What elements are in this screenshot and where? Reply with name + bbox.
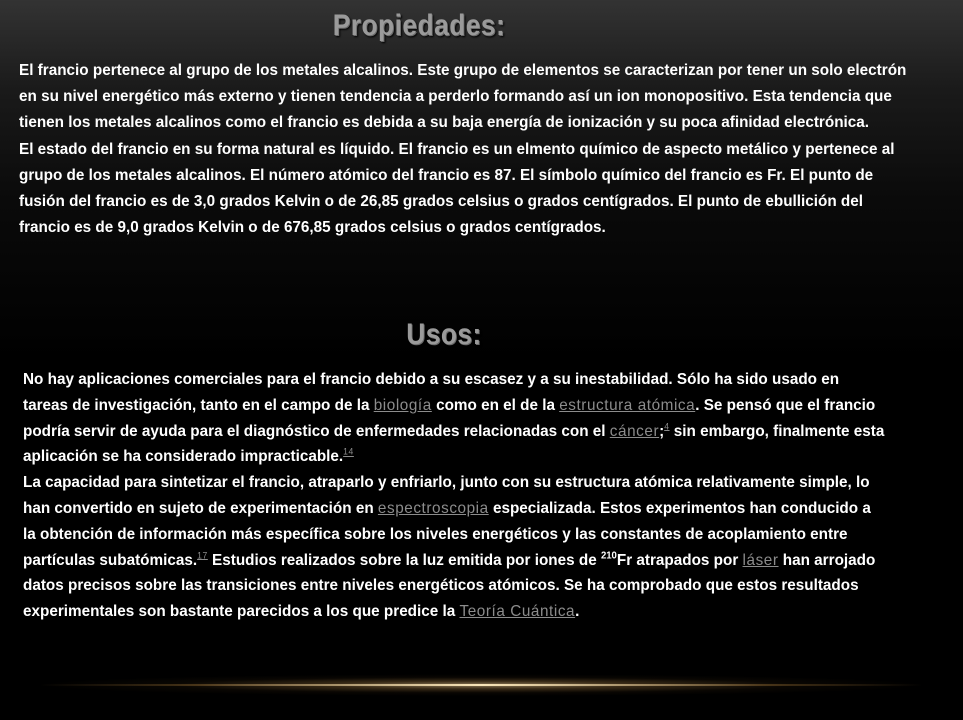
link-laser[interactable]: láser: [742, 551, 779, 569]
divider-line: [40, 684, 923, 686]
heading-usos: Usos:: [406, 318, 482, 351]
link-biologia[interactable]: biología: [373, 396, 432, 414]
uses-text-segment: Estudios realizados sobre la luz emitida por iones de: [207, 551, 601, 569]
uses-paragraph-2: [23, 470, 887, 625]
uses-text-segment: No hay aplicaciones comerciales para el francio debido a su escasez y a su inestabilidad. Sólo ha sido usado en tareas de investigación, tanto en el campo de la: [23, 371, 840, 414]
uses-text-segment: ;: [659, 422, 665, 440]
reference-4[interactable]: 4: [664, 421, 670, 432]
properties-paragraph-2: El estado del francio en su forma natural es líquido. El francio es un elmento químico de aspecto metálico y pertenece al grupo de los metales alcalinos. El número atómico del francio es 87. El símbolo químico del francio es Fr. El punto de fusión del francio es de 3,0 grados Kelvin o de 26,85 grados celsius o grados centígrados. El punto de ebullición del francio es de 9,0 grados Kelvin o de 676,85 grados celsius o grados centígrados.: [19, 140, 895, 237]
heading-propiedades: Propiedades:: [332, 9, 506, 42]
reference-17[interactable]: 17: [197, 550, 208, 561]
link-estructura-atomica[interactable]: estructura atómica: [559, 396, 696, 414]
uses-text-block: [23, 367, 887, 625]
link-teoria-cuantica[interactable]: Teoría Cuántica: [459, 603, 576, 621]
link-cancer[interactable]: cáncer: [609, 422, 660, 440]
reference-14[interactable]: 14: [343, 447, 354, 458]
uses-text-segment: .: [575, 603, 580, 621]
isotope-mass-number: 210: [600, 550, 617, 562]
properties-paragraph-1: El francio pertenece al grupo de los metales alcalinos. Este grupo de elementos se caracterizan por tener un solo electrón en su nivel energético más externo y tienen tendencia a perderlo formando así un ion monopositivo. Esta tendencia que tienen los metales alcalinos como el francio es debida a su baja energía de ionización y su poca afinidad electrónica.: [19, 62, 907, 132]
uses-text-segment: . Se pensó que el francio podría servir de ayuda para el diagnóstico de enfermedades relacionadas con el: [23, 396, 876, 440]
uses-paragraph-1: [23, 367, 887, 470]
uses-text-segment: como en el de la: [431, 396, 560, 414]
link-espectroscopia[interactable]: espectroscopia: [377, 499, 489, 517]
uses-text-segment: especializada. Estos experimentos han conducido a la obtención de información más específica sobre los niveles energéticos y las constantes de acoplamiento entre partículas subatómicas.: [23, 499, 871, 569]
properties-text-block: [19, 58, 907, 241]
uses-text-segment: Fr atrapados por: [616, 551, 743, 569]
uses-text-segment: La capacidad para sintetizar el francio, atraparlo y enfriarlo, junto con su estructura atómica relativamente simple, lo han convertido en sujeto de experimentación en: [23, 474, 870, 517]
uses-text-segment: sin embargo, finalmente esta aplicación se ha considerado impracticable.: [23, 422, 885, 466]
uses-text-segment: han arrojado datos precisos sobre las transiciones entre niveles energéticos atómicos. Se ha comprobado que estos resultados experimentales son bastante parecidos a los que predice la: [23, 551, 876, 621]
